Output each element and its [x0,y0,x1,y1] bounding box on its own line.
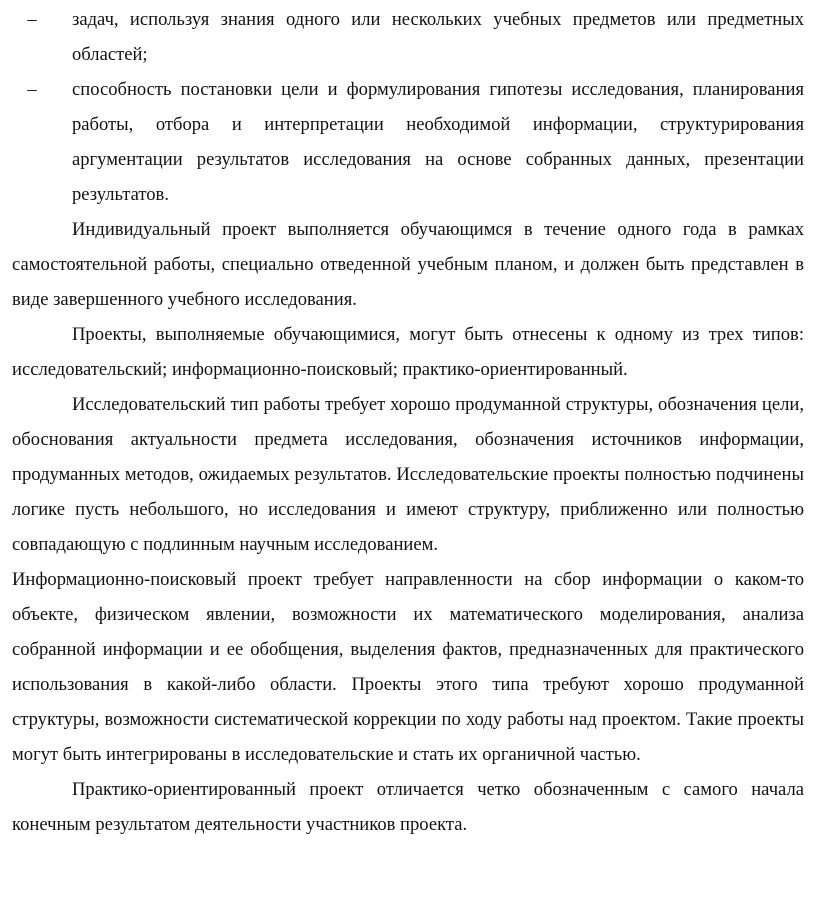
bullet-text: способность постановки цели и формулирования гипотезы исследования, планирования работы, отбора и интерпретации необходимой информации, структурирования аргументации результатов исследования на основе собранных данных, презентации результатов. [72,79,804,205]
paragraph-individual-project: Индивидуальный проект выполняется обучающимся в течение одного года в рамках самостоятельной работы, специально отведенной учебным планом, и должен быть представлен в виде завершенного учебного исследования. [12,219,804,310]
paragraph-project-types: Проекты, выполняемые обучающимися, могут быть отнесены к одному из трех типов: исследовательский; информационно-поисковый; практико-ориентированный. [12,324,804,380]
document-page [12,0,804,842]
paragraph-research-type: Исследовательский тип работы требует хорошо продуманной структуры, обозначения цели, обоснования актуальности предмета исследования, обозначения источников информации, продуманных методов, ожидаемых результатов. Исследовательские проекты полностью подчинены логике пусть небольшого, но исследования и имеют структуру, приближенно или полностью совпадающую с подлинным научным исследованием. [12,394,804,555]
bullet-item [12,2,804,72]
bullet-item [12,72,804,212]
paragraph-practice-oriented-type: Практико-ориентированный проект отличается четко обозначенным с самого начала конечным результатом деятельности участников проекта. [12,779,804,835]
paragraph-information-search-type: Информационно-поисковый проект требует направленности на сбор информации о каком-то объекте, физическом явлении, возможности их математического моделирования, анализа собранной информации и ее обобщения, выделения фактов, предназначенных для практического использования в какой-либо области. Проекты этого типа требуют хорошо продуманной структуры, возможности систематической коррекции по ходу работы над проектом. Такие проекты могут быть интегрированы в исследовательские и стать их органичной частью. [12,569,804,765]
bullet-dash: – [27,79,37,100]
bullet-text: задач, используя знания одного или нескольких учебных предметов или предметных областей; [72,9,804,65]
bullet-dash: – [27,9,37,30]
